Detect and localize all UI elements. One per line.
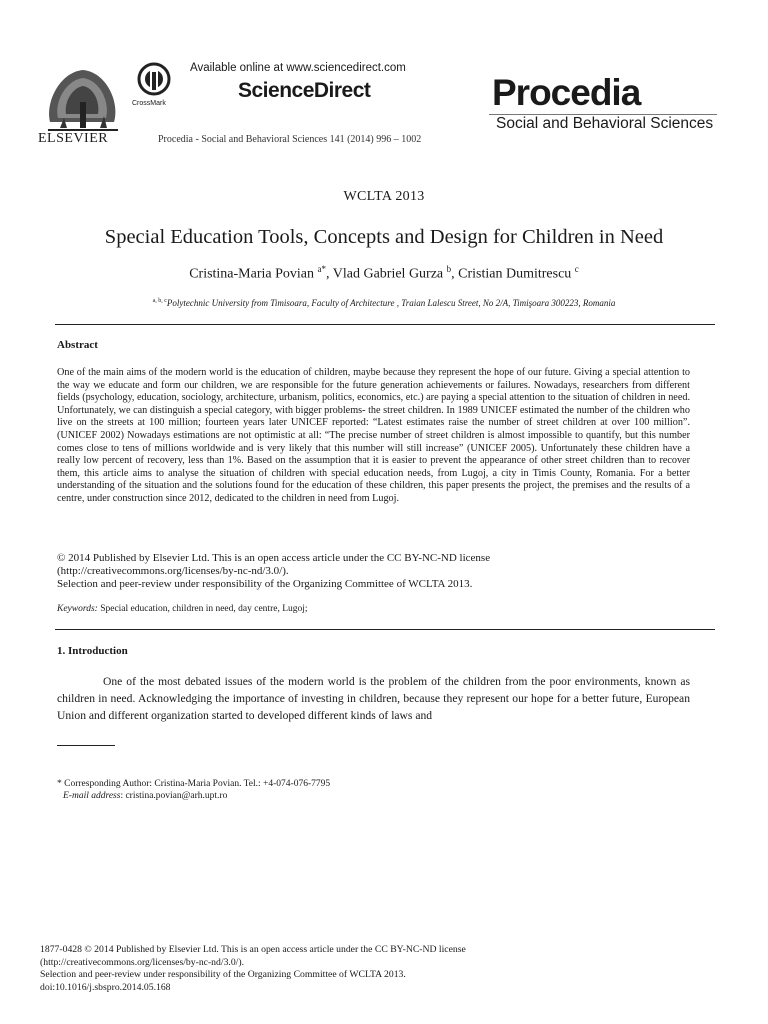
journal-citation: Procedia - Social and Behavioral Sciences 141 (2014) 996 – 1002 (158, 134, 422, 145)
section-heading-introduction: 1. Introduction (57, 645, 128, 657)
abstract-heading: Abstract (57, 339, 98, 351)
author-affil-mark: a* (317, 264, 326, 274)
sciencedirect-logo[interactable]: ScienceDirect (238, 79, 371, 102)
author-name: Cristina-Maria Povian (189, 266, 318, 282)
email-label: E-mail address (63, 791, 121, 801)
author-name: , Cristian Dumitrescu (451, 266, 575, 282)
keywords-label: Keywords: (57, 604, 98, 614)
keywords-text: Special education, children in need, day centre, Lugoj; (97, 604, 308, 614)
paper-title: Special Education Tools, Concepts and Design for Children in Need (104, 226, 664, 248)
footnote-rule (57, 745, 115, 746)
license-line: © 2014 Published by Elsevier Ltd. This is an open access article under the CC BY-NC-ND license (57, 552, 491, 564)
author-affil-mark: c (574, 264, 579, 274)
corresponding-author: * Corresponding Author: Cristina-Maria Povian. Tel.: +4-074-076-7795 (57, 779, 331, 789)
email-address[interactable]: : cristina.povian@arh.upt.ro (120, 791, 228, 801)
author-name: , Vlad Gabriel Gurza (326, 266, 447, 282)
available-online-text: Available online at www.sciencedirect.com (190, 62, 406, 74)
affiliation-text: Polytechnic University from Timisoara, Faculty of Architecture , Traian Lalescu Street, No 2/A, Timişoara 300223, Romania (166, 298, 616, 308)
footer-review-line: Selection and peer-review under responsibility of the Organizing Committee of WCLTA 2013. (40, 969, 406, 980)
footer-license-line: 1877-0428 © 2014 Published by Elsevier Ltd. This is an open access article under the CC BY-NC-ND license (40, 944, 466, 955)
footer-license-link[interactable]: (http://creativecommons.org/licenses/by-nc-nd/3.0/). (40, 956, 245, 968)
page-footer (40, 944, 680, 994)
author-affil-mark: b (446, 264, 452, 274)
elsevier-wordmark[interactable]: ELSEVIER (38, 131, 109, 146)
procedia-subtitle: Social and Behavioral Sciences (496, 115, 714, 132)
divider-bottom (55, 629, 715, 630)
introduction-body: One of the most debated issues of the modern world is the problem of the children from the poor environments, known as children in need. Acknowledging the importance of investing in children, because they represent our hope for a better future, European Union and different organization started to developed different kinds of laws and (57, 675, 690, 722)
conference-name: WCLTA 2013 (343, 189, 425, 204)
author-list (0, 264, 768, 283)
procedia-logo[interactable]: Procedia (492, 72, 641, 113)
affiliation-marks: a, b, c (152, 298, 167, 304)
divider-top (55, 324, 715, 325)
license-line: Selection and peer-review under responsibility of the Organizing Committee of WCLTA 2013. (57, 578, 473, 590)
keywords (57, 604, 308, 614)
affiliation (60, 298, 708, 308)
license-link[interactable]: (http://creativecommons.org/licenses/by-nc-nd/3.0/). (57, 565, 289, 577)
license-notice (57, 552, 697, 591)
abstract-body: One of the main aims of the modern world is the education of children, maybe because they represent the hope of our future. Giving a special attention to the way we educate and form our children, we are responsible for the future generation achievements or failures. Nowadays, researchers from different fields (psychology, education, sociology, architecture, urbanism, politics, economics, etc.) are paying a special attention to the situation of children in need. Unfortunately, we can distinguish a special category, with bigger problems- the street children. In 1989 UNICEF estimated the number of the children who live on the streets at 100 million; fourteen years later UNICEF reported: “Latest estimates raise the number of street children at over 100 million”. (UNICEF 2002) Nowadays estimations are not optimistic at all: “The precise number of street children is almost impossible to quantify, but this number comes close to tens of millions worldwide and is very likely that this number will still increase” (UNICEF 2005). Unfortunately these children have a really low percent of recovery, less than 1%. Based on the assumption that it is easier to prevent the appearance of other street children than to recover them, this article aims to analyse the situation of children with special education needs, from Lugoj, a city in Timis County, Romania. For a better understanding of the situation and the solutions found for the education of these children, this paper presents the project, the premises and the results of a centre, under construction since 2012, dedicated to the children in need from Lugoj. (57, 367, 690, 504)
crossmark-label: CrossMark (132, 100, 166, 107)
footer-doi[interactable]: doi:10.1016/j.sbspro.2014.05.168 (40, 981, 171, 993)
footnote (57, 778, 330, 802)
